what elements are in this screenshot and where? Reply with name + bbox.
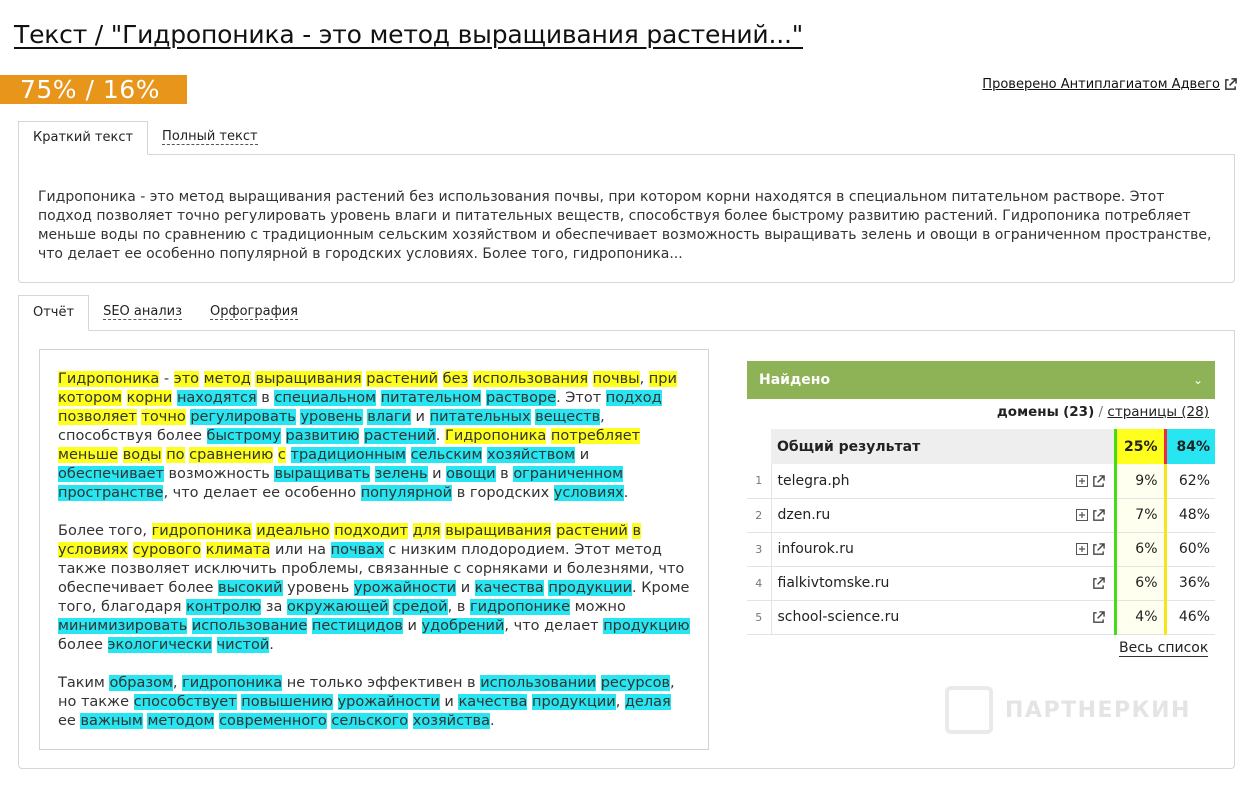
tab-short-text-label: Краткий текст xyxy=(33,130,134,145)
highlight-cyan: веществ xyxy=(535,409,601,425)
highlight-cyan: хозяйства xyxy=(412,713,490,729)
highlight-cyan: образом xyxy=(109,675,173,691)
text-span: ее xyxy=(58,713,81,729)
highlight-yellow: при xyxy=(648,371,677,387)
text-span xyxy=(408,523,413,539)
text-span: не только эффективен в xyxy=(282,675,481,691)
row-actions xyxy=(1063,498,1115,532)
expand-plus-icon[interactable] xyxy=(1076,509,1088,521)
result-row xyxy=(747,566,1215,600)
text-span: Таким xyxy=(58,675,110,691)
row-number: 3 xyxy=(747,532,771,566)
highlight-cyan: уровень xyxy=(300,409,363,425)
external-link-icon[interactable] xyxy=(1092,475,1104,487)
percent-1: 7% xyxy=(1115,498,1165,532)
text-span: или на xyxy=(270,542,331,558)
highlighted-text-panel xyxy=(39,349,709,750)
total-label: Общий результат xyxy=(771,429,1063,464)
highlight-cyan: урожайности xyxy=(337,694,440,710)
result-row xyxy=(747,532,1215,566)
text-span: в городских xyxy=(452,485,554,501)
text-span: в xyxy=(495,466,514,482)
text-span: . xyxy=(623,485,629,501)
text-span xyxy=(333,694,338,710)
text-span: , но также xyxy=(58,675,675,710)
highlight-cyan: влаги xyxy=(367,409,411,425)
text-span: с низким плодородием. Этот метод также позволяет исключить проблемы, связанные с сорняками и болезнями, что обеспечивает более xyxy=(58,542,685,596)
row-actions xyxy=(1063,532,1115,566)
highlight-yellow: сурового xyxy=(132,542,202,558)
highlight-yellow: подходит xyxy=(334,523,408,539)
highlight-cyan: минимизировать xyxy=(58,618,188,634)
found-header[interactable] xyxy=(747,361,1215,399)
highlight-cyan: питательных xyxy=(429,409,531,425)
percent-2: 48% xyxy=(1165,498,1215,532)
highlight-yellow: потребляет xyxy=(550,428,641,444)
tab-report[interactable] xyxy=(18,295,89,331)
highlight-cyan: чистой xyxy=(216,637,270,653)
highlight-cyan: важным xyxy=(80,713,143,729)
highlight-yellow: идеально xyxy=(256,523,330,539)
highlight-yellow: растений xyxy=(556,523,628,539)
tab-short-text[interactable] xyxy=(18,121,148,155)
text-span: и xyxy=(439,694,459,710)
highlight-yellow: это xyxy=(173,371,200,387)
text-span: . xyxy=(489,713,495,729)
chevron-down-icon[interactable]: ⌄ xyxy=(1192,373,1203,387)
highlight-cyan: использовании xyxy=(480,675,597,691)
highlight-cyan: находятся xyxy=(176,390,257,406)
full-list-link[interactable]: Весь список xyxy=(1119,640,1209,656)
row-number: 1 xyxy=(747,464,771,498)
text-span xyxy=(588,371,593,387)
row-actions xyxy=(1063,600,1115,634)
tab-seo-analysis[interactable] xyxy=(89,295,196,331)
text-span: Более того, xyxy=(58,523,152,539)
highlight-cyan: почвах xyxy=(330,542,384,558)
watermark xyxy=(945,686,1191,734)
highlight-yellow: воды xyxy=(122,447,162,463)
highlight-cyan: средой xyxy=(393,599,448,615)
text-span: и xyxy=(402,618,422,634)
text-span: , xyxy=(172,675,183,691)
row-number: 2 xyxy=(747,498,771,532)
highlight-cyan: хозяйством xyxy=(487,447,576,463)
highlight-cyan: использование xyxy=(191,618,308,634)
highlight-cyan: высокий xyxy=(218,580,283,596)
text-span xyxy=(128,542,133,558)
percent-2: 60% xyxy=(1165,532,1215,566)
highlight-cyan: зелень xyxy=(374,466,428,482)
highlight-cyan: выращивать xyxy=(274,466,371,482)
highlight-cyan: делая xyxy=(624,694,671,710)
highlight-cyan: традиционным xyxy=(290,447,406,463)
total-row xyxy=(747,429,1215,464)
row-actions xyxy=(1063,566,1115,600)
highlight-cyan: питательном xyxy=(380,390,482,406)
text-span: . xyxy=(435,428,445,444)
domains-count: (23) xyxy=(1063,404,1095,420)
text-span: , xyxy=(639,371,649,387)
highlight-cyan: пестицидов xyxy=(311,618,403,634)
percent-1: 4% xyxy=(1115,600,1165,634)
text-span: , xyxy=(615,694,625,710)
external-link-icon[interactable] xyxy=(1092,543,1104,555)
text-span: , что делает xyxy=(504,618,604,634)
text-span: и xyxy=(410,409,430,425)
percent-2: 36% xyxy=(1165,566,1215,600)
text-paragraph xyxy=(58,674,690,731)
highlight-cyan: популярной xyxy=(360,485,453,501)
text-span xyxy=(370,466,375,482)
expand-plus-icon[interactable] xyxy=(1076,475,1088,487)
highlight-yellow: меньше xyxy=(58,447,119,463)
domains-summary xyxy=(747,399,1215,429)
percent-1: 9% xyxy=(1115,464,1165,498)
text-span xyxy=(122,390,127,406)
domain-name: fialkivtomske.ru xyxy=(771,566,1063,600)
highlight-yellow: Гидропоника xyxy=(58,371,160,387)
text-span: и xyxy=(427,466,447,482)
uniqueness-score-badge: 75% / 16% xyxy=(0,75,187,104)
highlight-cyan: методом xyxy=(147,713,215,729)
highlight-cyan: подход xyxy=(605,390,662,406)
highlight-cyan: продукцию xyxy=(603,618,690,634)
external-link-icon[interactable] xyxy=(1092,509,1104,521)
highlight-cyan: продукции xyxy=(548,580,632,596)
watermark-logo-icon xyxy=(945,686,993,734)
result-row xyxy=(747,600,1215,634)
highlight-cyan: ограниченном xyxy=(513,466,624,482)
external-link-icon[interactable] xyxy=(1092,611,1104,623)
expand-plus-icon[interactable] xyxy=(1076,543,1088,555)
tab-full-text-label: Полный текст xyxy=(162,129,258,144)
highlight-yellow: почвы xyxy=(592,371,640,387)
domain-name: telegra.ph xyxy=(771,464,1063,498)
text-span: и xyxy=(456,580,475,596)
row-number: 4 xyxy=(747,566,771,600)
highlight-cyan: экологически xyxy=(107,637,212,653)
highlight-cyan: условиях xyxy=(553,485,624,501)
checked-by-link[interactable] xyxy=(982,77,1237,92)
highlight-cyan: продукции xyxy=(532,694,616,710)
highlight-yellow: корни xyxy=(126,390,173,406)
text-span xyxy=(438,371,443,387)
text-span: в xyxy=(256,390,275,406)
highlight-cyan: гидропонике xyxy=(469,599,571,615)
highlight-cyan: урожайности xyxy=(353,580,457,596)
percent-1: 6% xyxy=(1115,532,1165,566)
highlight-yellow: растений xyxy=(366,371,439,387)
text-span: . Кроме того, благодаря xyxy=(58,580,690,615)
short-text-panel xyxy=(18,154,1235,283)
text-span: - xyxy=(159,371,174,387)
text-span xyxy=(406,447,411,463)
text-span: . Этот xyxy=(556,390,606,406)
result-row xyxy=(747,464,1215,498)
results-table xyxy=(747,429,1215,635)
tab-full-text[interactable] xyxy=(148,121,272,155)
percent-2: 46% xyxy=(1165,600,1215,634)
checked-by-label[interactable]: Проверено Антиплагиатом Адвего xyxy=(982,77,1220,92)
highlight-cyan: растворе xyxy=(486,390,557,406)
text-span: за xyxy=(261,599,287,615)
text-span: , что делает ее особенно xyxy=(163,485,361,501)
separator: / xyxy=(1098,404,1104,420)
watermark-text: ПАРТНЕРКИН xyxy=(1005,697,1191,723)
highlight-cyan: способствует xyxy=(133,694,237,710)
text-span: более xyxy=(58,637,108,653)
tab-report-label: Отчёт xyxy=(33,305,75,320)
highlight-cyan: обеспечивает xyxy=(58,466,164,482)
found-title: Найдено xyxy=(759,372,831,388)
text-paragraph xyxy=(58,522,690,655)
highlight-yellow: котором xyxy=(58,390,122,406)
text-span xyxy=(286,447,291,463)
text-span: . xyxy=(269,637,274,653)
highlight-yellow: Гидропоника xyxy=(445,428,547,444)
text-span: и xyxy=(575,447,590,463)
highlight-cyan: современного xyxy=(219,713,327,729)
highlight-yellow: метод xyxy=(203,371,251,387)
highlight-cyan: специальном xyxy=(274,390,377,406)
found-panel xyxy=(747,361,1215,635)
highlight-yellow: по xyxy=(166,447,185,463)
highlight-cyan: качества xyxy=(458,694,528,710)
pages-link[interactable]: страницы (28) xyxy=(1107,404,1209,420)
highlight-yellow: точно xyxy=(141,409,186,425)
highlight-cyan: пространстве xyxy=(58,485,164,501)
highlight-cyan: сельским xyxy=(410,447,483,463)
page-title[interactable]: Текст / "Гидропоника - это метод выращивания растений..." xyxy=(14,20,803,49)
short-text: Гидропоника - это метод выращивания растений без использования почвы, при котором корни находятся в специальном питательном растворе. Этот подход позволяет точно регулировать уровень влаги и питательных веществ, способствуя более быстрому развитию растений. Гидропоника потребляет меньше воды по сравнению с традиционным сельским хозяйством и обеспечивает возможность выращивать зелень и овощи в ограниченном пространстве, что делает ее особенно популярной в городских условиях. Более того, гидропоника... xyxy=(38,189,1212,262)
highlight-cyan: повышению xyxy=(241,694,333,710)
highlight-cyan: качества xyxy=(474,580,544,596)
text-span: , способствуя более xyxy=(58,409,605,444)
highlight-yellow: использования xyxy=(472,371,589,387)
text-span: уровень xyxy=(282,580,354,596)
text-span: можно xyxy=(570,599,626,615)
highlight-yellow: сравнению xyxy=(189,447,274,463)
highlight-cyan: контролю xyxy=(186,599,262,615)
row-actions xyxy=(1063,464,1115,498)
highlight-cyan: растений xyxy=(364,428,436,444)
highlight-cyan: сельского xyxy=(331,713,409,729)
highlight-cyan: регулировать xyxy=(190,409,296,425)
highlight-yellow: без xyxy=(442,371,469,387)
highlight-cyan: гидропоника xyxy=(182,675,283,691)
highlight-yellow: выращивания xyxy=(255,371,362,387)
highlight-yellow: гидропоника xyxy=(151,523,252,539)
text-span: возможность xyxy=(163,466,275,482)
highlight-yellow: выращивания xyxy=(445,523,552,539)
total-percent-1: 25% xyxy=(1115,429,1165,464)
total-percent-2: 84% xyxy=(1165,429,1215,464)
highlight-yellow: климата xyxy=(205,542,271,558)
text-span xyxy=(199,371,204,387)
tab-spelling[interactable] xyxy=(196,295,312,331)
text-span: , в xyxy=(447,599,470,615)
highlight-cyan: удобрений xyxy=(421,618,505,634)
result-row xyxy=(747,498,1215,532)
highlight-yellow: в xyxy=(632,523,642,539)
text-span xyxy=(281,428,286,444)
text-paragraph xyxy=(58,370,690,503)
percent-1: 6% xyxy=(1115,566,1165,600)
percent-2: 62% xyxy=(1165,464,1215,498)
domains-label: домены xyxy=(996,404,1059,420)
highlight-yellow: условиях xyxy=(58,542,128,558)
report-tabs xyxy=(18,295,312,331)
highlight-yellow: для xyxy=(412,523,441,539)
text-span xyxy=(118,447,123,463)
highlight-cyan: ресурсов xyxy=(600,675,670,691)
domain-name: infourok.ru xyxy=(771,532,1063,566)
domain-name: school-science.ru xyxy=(771,600,1063,634)
domain-name: dzen.ru xyxy=(771,498,1063,532)
row-number: 5 xyxy=(747,600,771,634)
highlight-cyan: развитию xyxy=(285,428,360,444)
highlight-cyan: овощи xyxy=(446,466,496,482)
highlight-yellow: позволяет xyxy=(58,409,137,425)
highlight-cyan: быстрому xyxy=(206,428,281,444)
tab-spelling-label: Орфография xyxy=(210,304,298,319)
highlight-cyan: окружающей xyxy=(287,599,389,615)
external-link-icon[interactable] xyxy=(1092,577,1104,589)
text-span xyxy=(376,390,381,406)
text-span xyxy=(212,637,217,653)
highlight-yellow: с xyxy=(277,447,286,463)
external-link-icon xyxy=(1224,78,1237,91)
tab-seo-label: SEO анализ xyxy=(103,304,182,319)
text-tabs xyxy=(18,121,272,155)
